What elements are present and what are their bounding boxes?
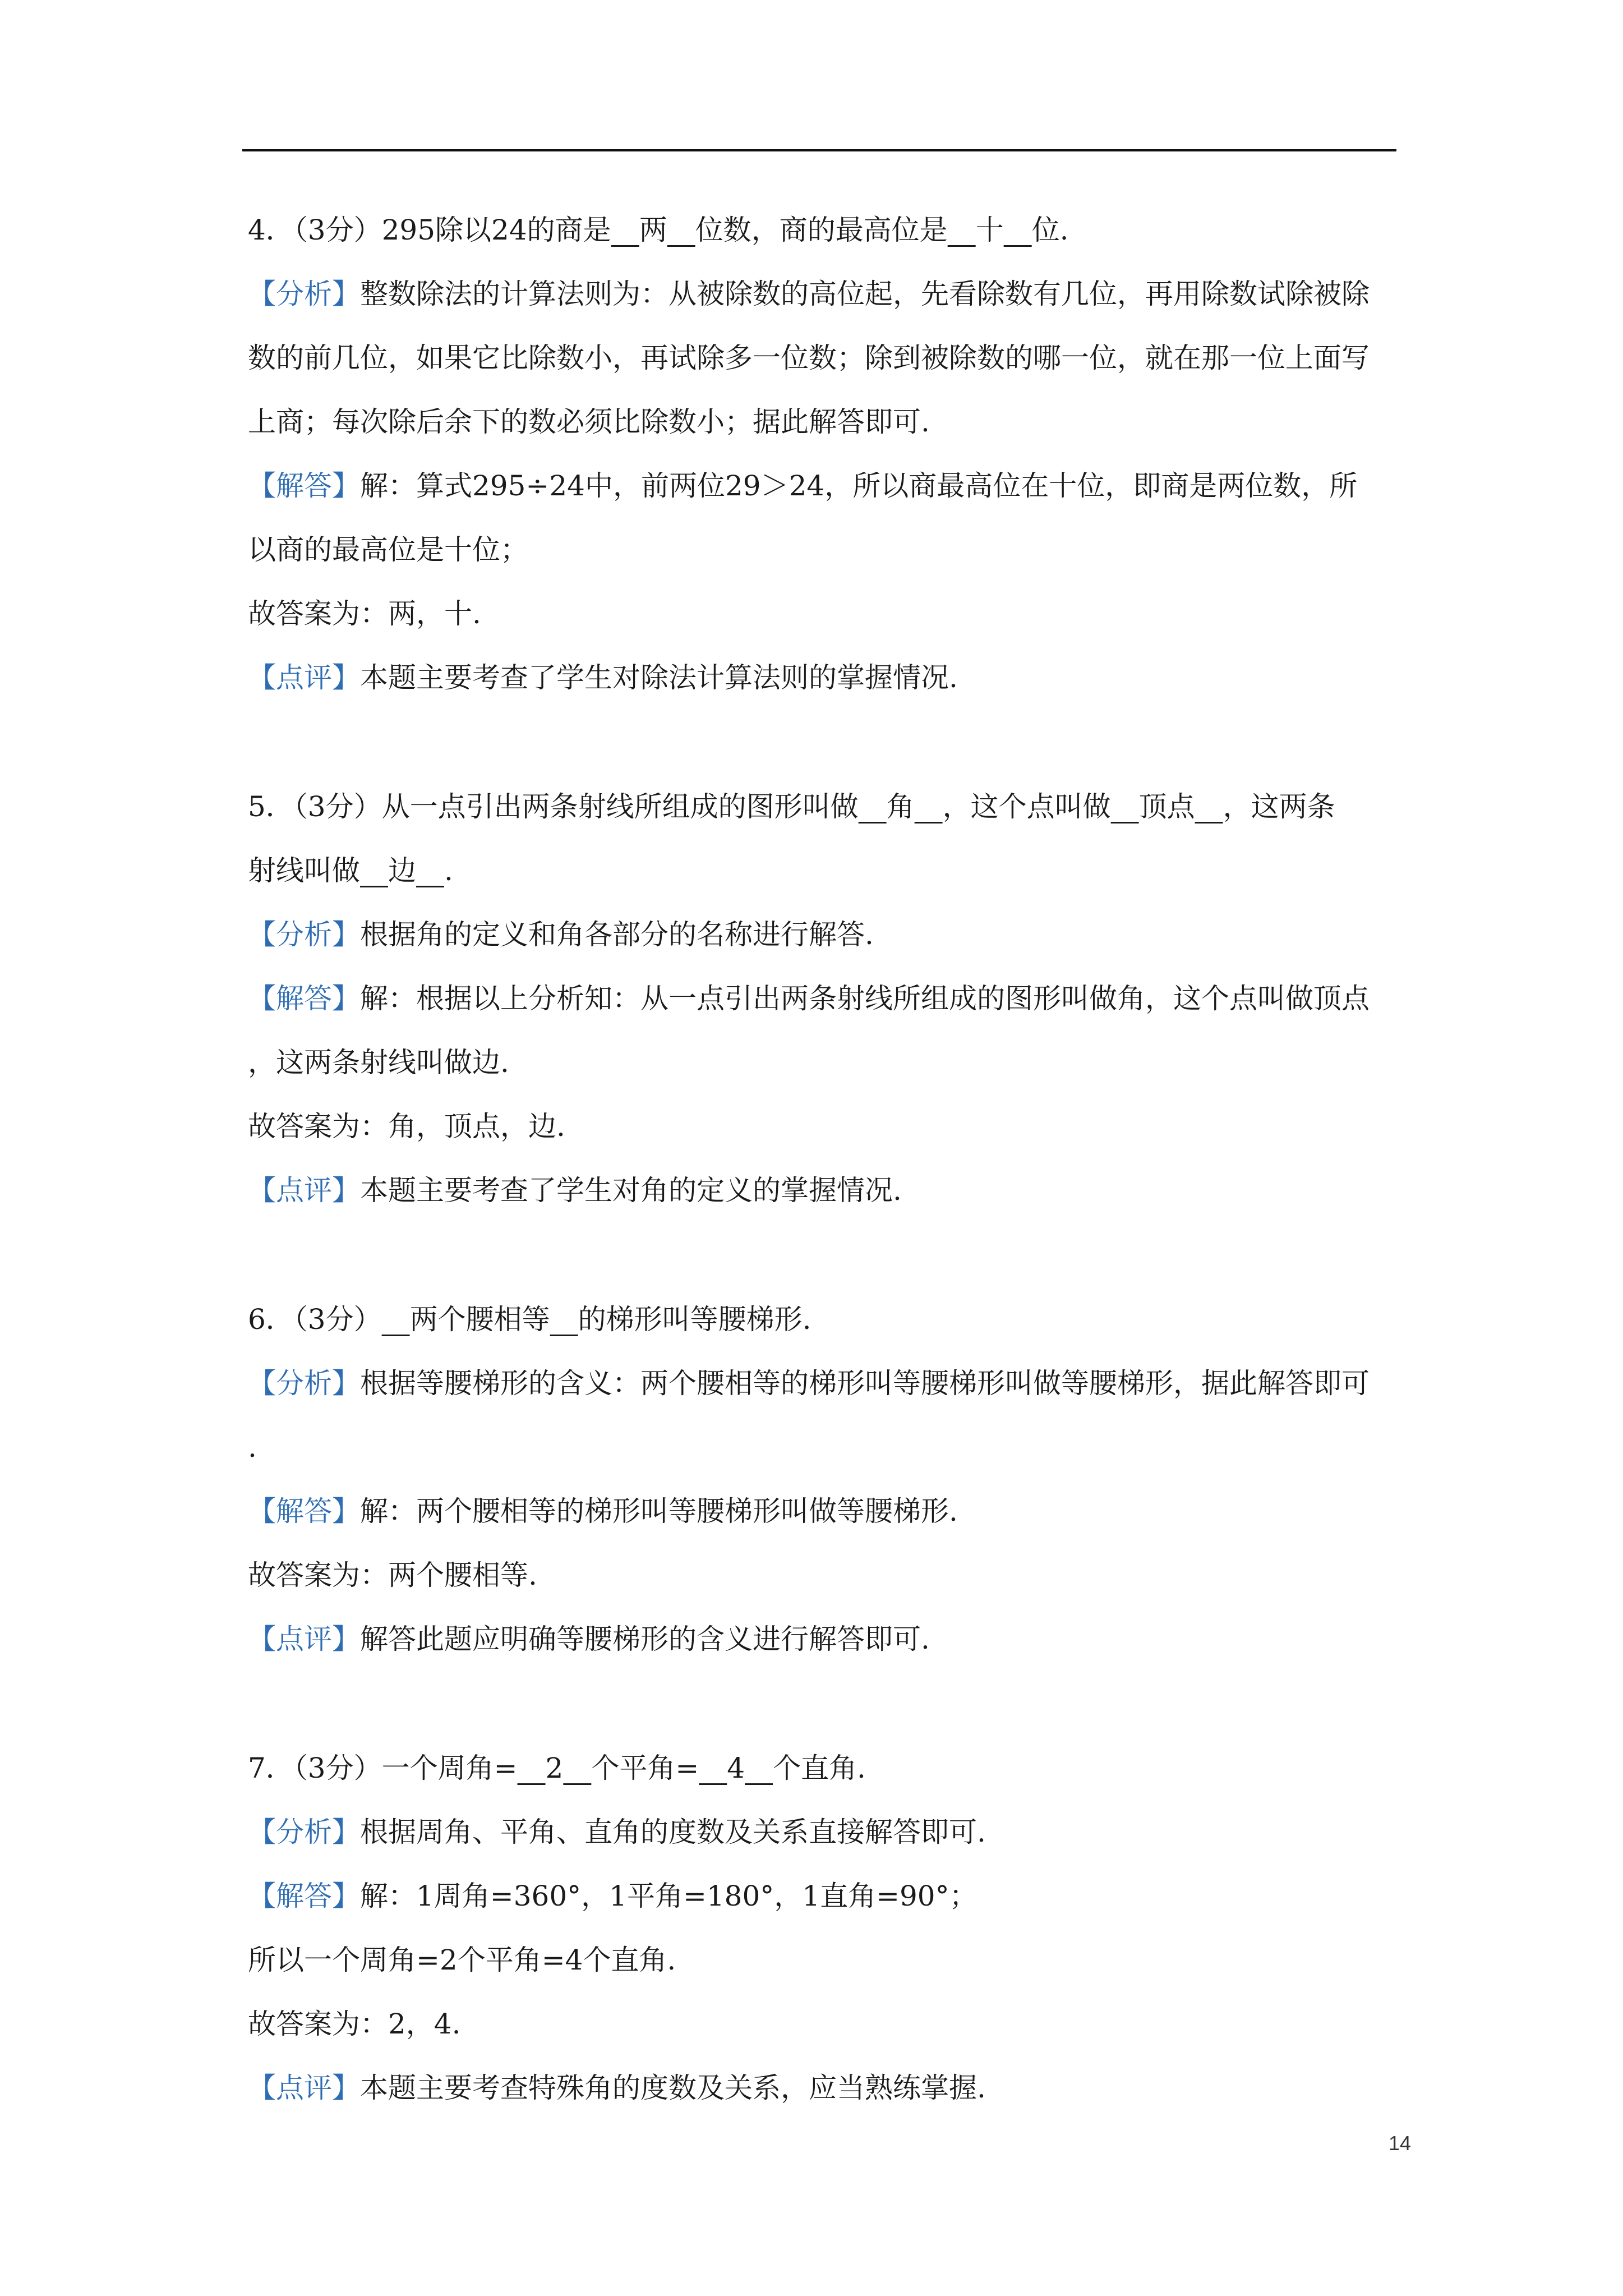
answer-blank: 十 xyxy=(975,214,1004,246)
solution-line: 所以一个周角=2个平角=4个直角. xyxy=(248,1944,676,1976)
question-7-stem: 7．（3分）一个周角= 2 个平角= 4 个直角. xyxy=(248,1752,866,1784)
comment-line: 【点评】本题主要考查了学生对角的定义的掌握情况. xyxy=(248,1174,902,1207)
analysis-line: 上商；每次除后余下的数必须比除数小；据此解答即可. xyxy=(248,406,930,438)
page-number: 14 xyxy=(1388,2132,1411,2155)
analysis-line: . xyxy=(248,1431,257,1464)
answer-blank: 角 xyxy=(886,790,915,823)
answer-line: 故答案为：两，十. xyxy=(248,597,481,630)
analysis-line: 数的前几位，如果它比除数小，再试除多一位数；除到被除数的哪一位，就在那一位上面写 xyxy=(248,342,1370,374)
answer-blank: 两个腰相等 xyxy=(409,1303,550,1336)
solution-line: 【解答】解：两个腰相等的梯形叫等腰梯形叫做等腰梯形. xyxy=(248,1495,958,1527)
answer-blank: 边 xyxy=(388,854,416,887)
comment-tag: 【点评】 xyxy=(248,1623,360,1655)
comment-line: 【点评】本题主要考查了学生对除法计算法则的掌握情况. xyxy=(248,661,958,694)
question-number: 5． xyxy=(248,790,294,823)
comment-tag: 【点评】 xyxy=(248,661,360,694)
question-5-stem: 5．（3分）从一点引出两条射线所组成的图形叫做 角 ，这个点叫做 顶点 ，这两条 xyxy=(248,790,1335,823)
comment-line: 【点评】解答此题应明确等腰梯形的含义进行解答即可. xyxy=(248,1623,930,1655)
analysis-line: 【分析】根据周角、平角、直角的度数及关系直接解答即可. xyxy=(248,1816,986,1848)
answer-blank: 4 xyxy=(727,1752,745,1784)
analysis-line: 【分析】整数除法的计算法则为：从被除数的高位起，先看除数有几位，再用除数试除被除 xyxy=(248,278,1370,310)
solution-tag: 【解答】 xyxy=(248,1880,360,1912)
solution-tag: 【解答】 xyxy=(248,470,360,502)
question-score: （3分） xyxy=(293,790,382,823)
header-rule xyxy=(242,149,1396,151)
solution-line: 以商的最高位是十位； xyxy=(248,533,528,566)
solution-tag: 【解答】 xyxy=(248,1495,360,1527)
answer-line: 故答案为：两个腰相等. xyxy=(248,1559,537,1591)
solution-line: ，这两条射线叫做边. xyxy=(248,1046,509,1079)
analysis-line: 【分析】根据角的定义和角各部分的名称进行解答. xyxy=(248,918,874,951)
solution-line: 【解答】解：算式295÷24中，前两位29＞24，所以商最高位在十位，即商是两位数，所 xyxy=(248,470,1358,502)
question-score: （3分） xyxy=(293,1752,382,1784)
solution-line: 【解答】解：根据以上分析知：从一点引出两条射线所组成的图形叫做角，这个点叫做顶点 xyxy=(248,982,1370,1015)
analysis-line: 【分析】根据等腰梯形的含义：两个腰相等的梯形叫等腰梯形叫做等腰梯形，据此解答即可 xyxy=(248,1367,1370,1400)
question-5-stem-cont: 射线叫做 边 . xyxy=(248,854,453,887)
answer-line: 故答案为：角，顶点，边. xyxy=(248,1110,565,1143)
question-score: （3分） xyxy=(293,214,382,246)
question-6-stem: 6．（3分） 两个腰相等 的梯形叫等腰梯形. xyxy=(248,1303,811,1336)
analysis-tag: 【分析】 xyxy=(248,1367,360,1400)
question-score: （3分） xyxy=(293,1303,382,1336)
analysis-tag: 【分析】 xyxy=(248,1816,360,1848)
comment-tag: 【点评】 xyxy=(248,1174,360,1207)
solution-tag: 【解答】 xyxy=(248,982,360,1015)
answer-blank: 2 xyxy=(545,1752,564,1784)
answer-blank: 两 xyxy=(639,214,667,246)
question-4-stem: 4．（3分）295除以24的商是 两 位数，商的最高位是 十 位. xyxy=(248,214,1069,246)
analysis-tag: 【分析】 xyxy=(248,918,360,951)
solution-line: 【解答】解：1周角=360°，1平角=180°，1直角=90°； xyxy=(248,1880,978,1912)
question-number: 4． xyxy=(248,214,294,246)
answer-blank: 顶点 xyxy=(1138,790,1195,823)
question-number: 6． xyxy=(248,1303,294,1336)
question-number: 7． xyxy=(248,1752,294,1784)
answer-line: 故答案为：2，4. xyxy=(248,2008,461,2040)
analysis-tag: 【分析】 xyxy=(248,278,360,310)
comment-tag: 【点评】 xyxy=(248,2072,360,2104)
comment-line: 【点评】本题主要考查特殊角的度数及关系，应当熟练掌握. xyxy=(248,2072,986,2104)
